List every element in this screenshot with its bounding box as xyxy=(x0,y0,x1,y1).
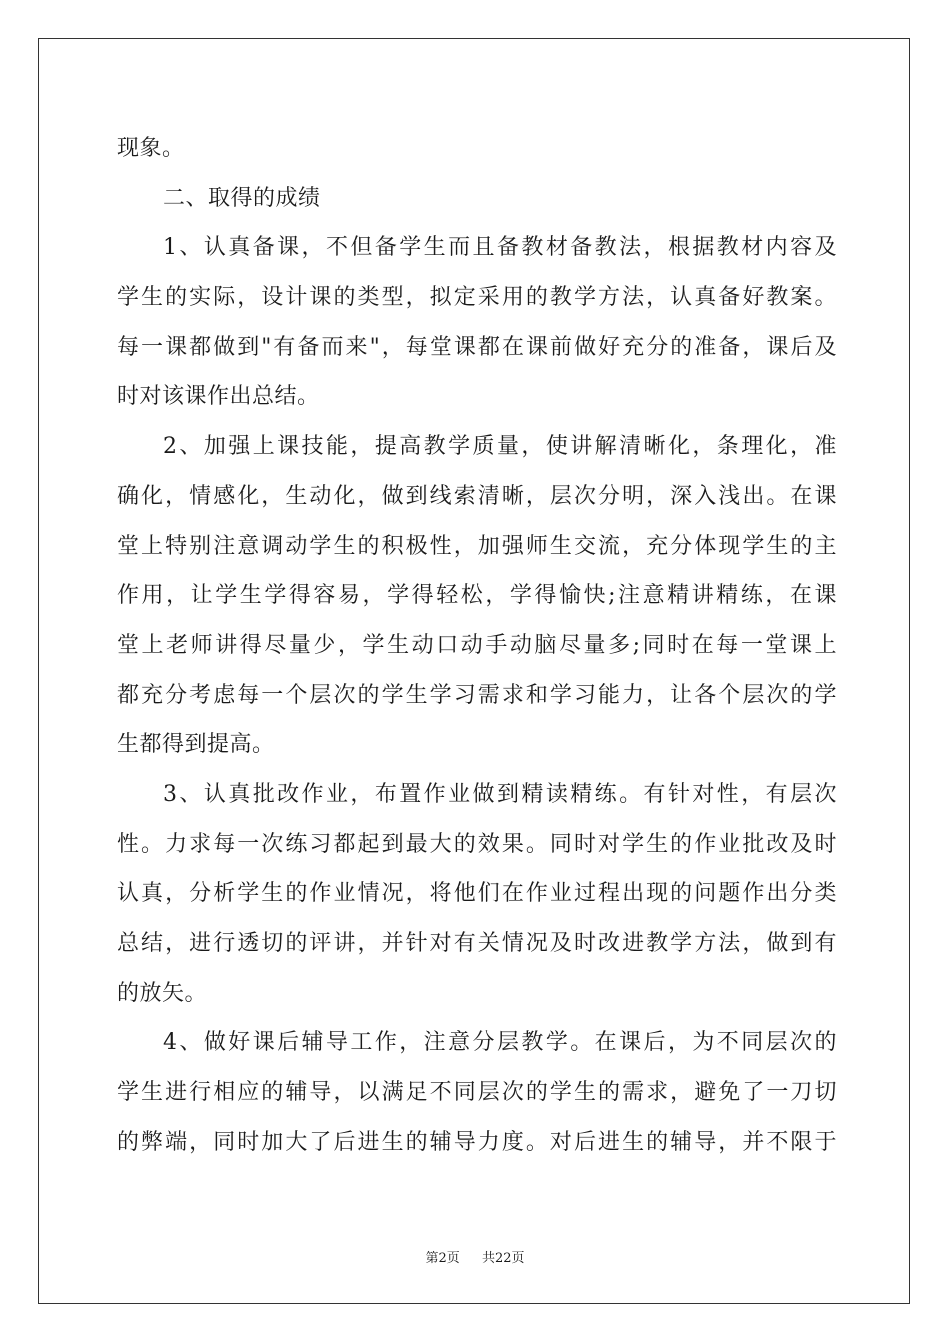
text-line-3: 1、认真备课，不但备学生而且备教材备教法，根据教材内容及 xyxy=(163,235,837,261)
text-line-16: 认真，分析学生的作业情况，将他们在作业过程出现的问题作出分类 xyxy=(117,881,837,907)
document-body xyxy=(117,124,837,1167)
text-line-21: 的弊端，同时加大了后进生的辅导力度。对后进生的辅导，并不限于 xyxy=(117,1129,837,1155)
section-heading: 二、取得的成绩 xyxy=(163,185,321,211)
text-line-9: 堂上特别注意调动学生的积极性，加强师生交流，充分体现学生的主 xyxy=(117,533,837,559)
text-line-13: 生都得到提高。 xyxy=(117,732,275,758)
text-line-11: 堂上老师讲得尽量少，学生动口动手动脑尽量多;同时在每一堂课上 xyxy=(117,632,837,658)
text-line-15: 性。力求每一次练习都起到最大的效果。同时对学生的作业批改及时 xyxy=(117,831,837,857)
page-number: 第2页 xyxy=(425,1251,460,1266)
page-total: 共22页 xyxy=(482,1251,525,1266)
text-line-4: 学生的实际，设计课的类型，拟定采用的教学方法，认真备好教案。 xyxy=(117,285,837,311)
text-line-19: 4、做好课后辅导工作，注意分层教学。在课后，为不同层次的 xyxy=(163,1030,837,1056)
text-line-10: 作用，让学生学得容易，学得轻松，学得愉快;注意精讲精练，在课 xyxy=(117,583,837,609)
text-line-8: 确化，情感化，生动化，做到线索清晰，层次分明，深入浅出。在课 xyxy=(117,483,837,509)
text-line-20: 学生进行相应的辅导，以满足不同层次的学生的需求，避免了一刀切 xyxy=(117,1080,837,1106)
text-line-14: 3、认真批改作业，布置作业做到精读精练。有针对性，有层次 xyxy=(163,781,837,807)
text-line-6: 时对该课作出总结。 xyxy=(117,384,320,410)
text-line-5: 每一课都做到"有备而来"，每堂课都在课前做好充分的准备，课后及 xyxy=(117,334,837,360)
text-line-18: 的放矢。 xyxy=(117,980,208,1006)
page-footer xyxy=(0,1247,950,1266)
text-line-1: 现象。 xyxy=(117,136,185,161)
text-line-7: 2、加强上课技能，提高教学质量，使讲解清晰化，条理化，准 xyxy=(163,434,837,460)
text-line-12: 都充分考虑每一个层次的学生学习需求和学习能力，让各个层次的学 xyxy=(117,682,837,708)
text-line-17: 总结，进行透切的评讲，并针对有关情况及时改进教学方法，做到有 xyxy=(117,931,837,956)
